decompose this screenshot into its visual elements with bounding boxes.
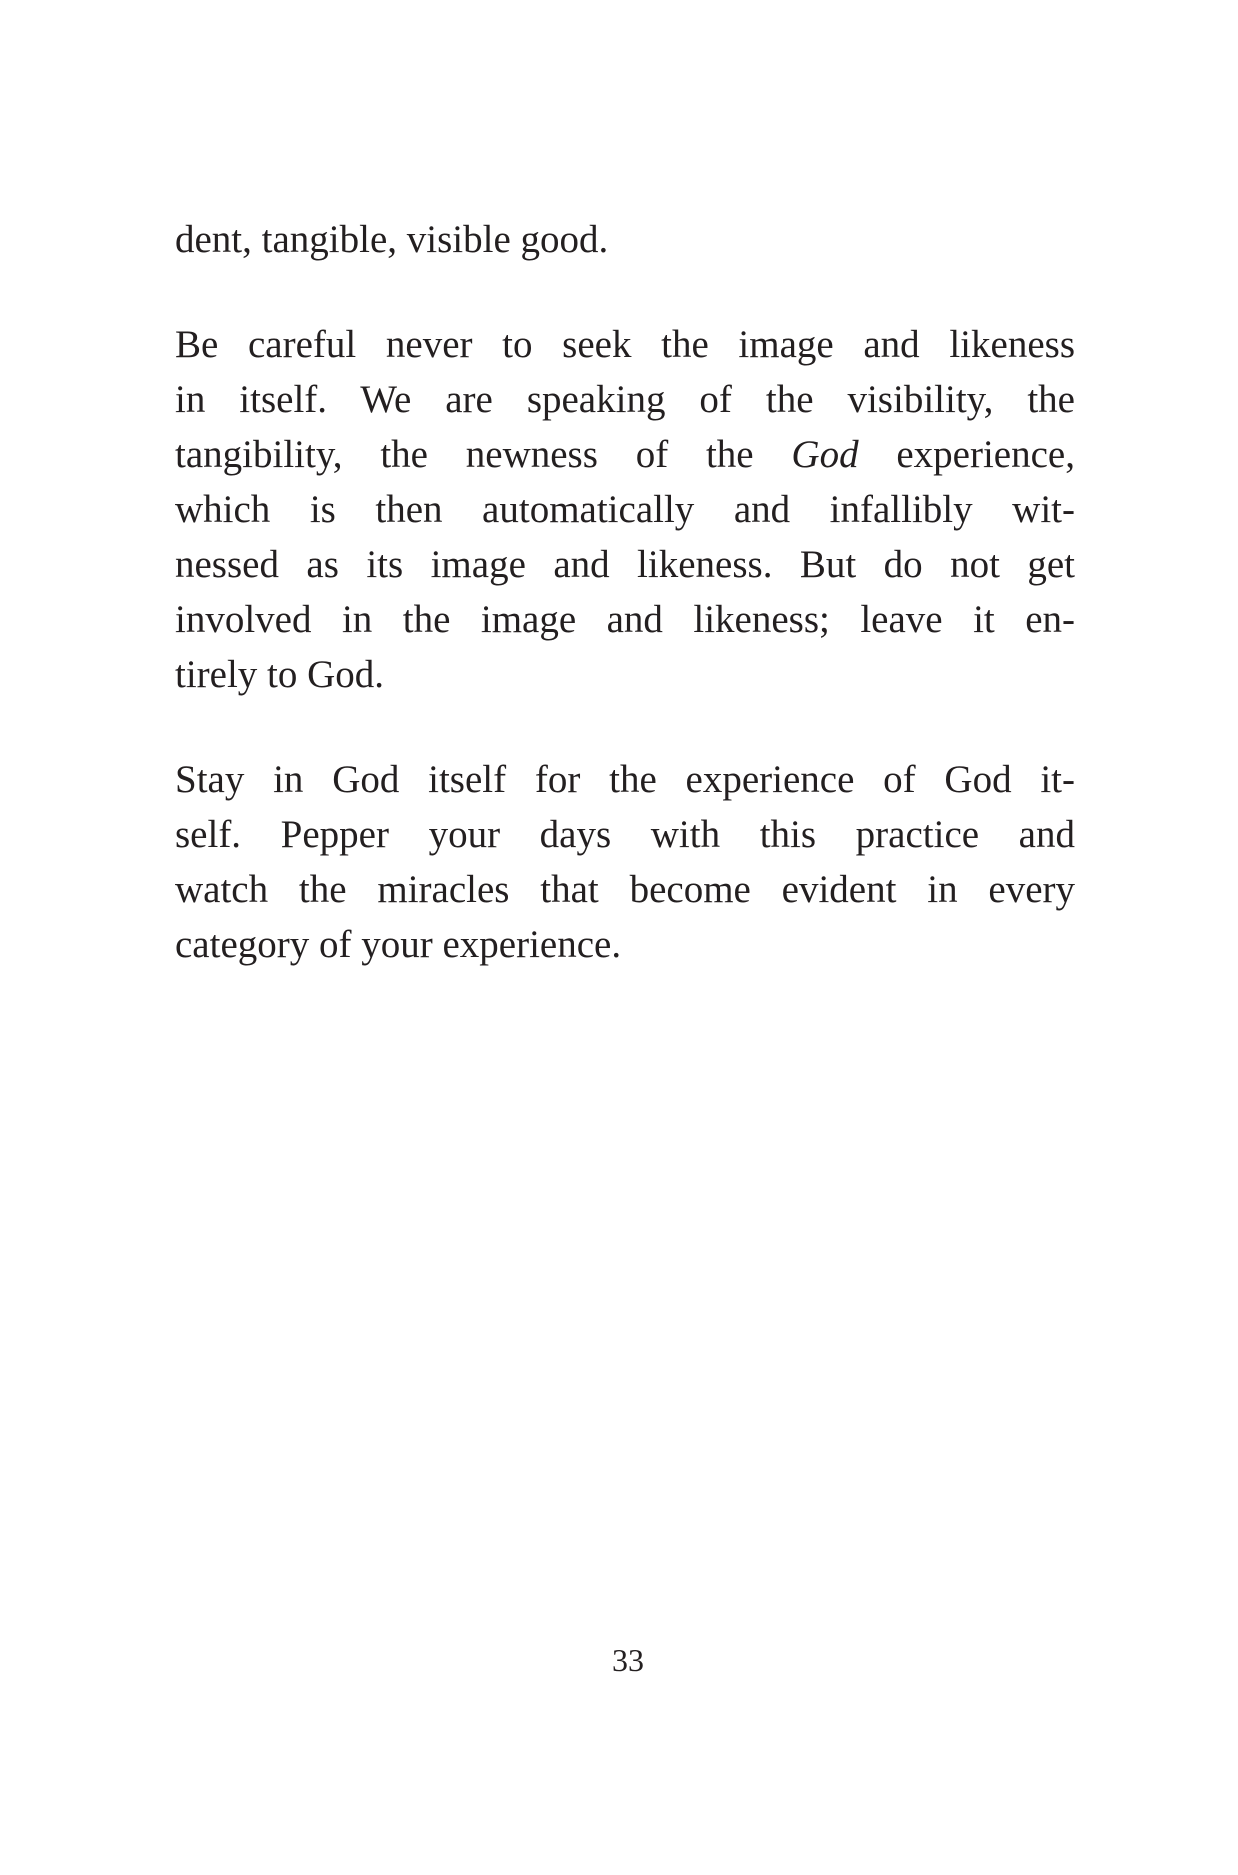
paragraph-1	[175, 212, 1075, 267]
paragraph-3	[175, 752, 1075, 972]
text-line-with-emphasis	[175, 427, 1075, 482]
text-line: tirely to God.	[175, 653, 385, 696]
text-line: category of your experience.	[175, 923, 622, 966]
page-number: 33	[612, 1642, 644, 1678]
text-segment: tangibility, the newness of the	[175, 433, 792, 476]
text-line: nessed as its image and likeness. But do not get	[175, 543, 1075, 586]
text-line: in itself. We are speaking of the visibility, the	[175, 378, 1075, 421]
text-line: Be careful never to seek the image and likeness	[175, 323, 1075, 366]
text-line: watch the miracles that become evident in every	[175, 868, 1075, 911]
text-line: which is then automatically and infallibly wit-	[175, 488, 1075, 531]
paragraph-2	[175, 317, 1075, 702]
text-line: self. Pepper your days with this practice and	[175, 813, 1075, 856]
text-line: dent, tangible, visible good.	[175, 218, 609, 261]
text-segment: experience,	[858, 433, 1075, 476]
text-line: Stay in God itself for the experience of God it-	[175, 758, 1075, 801]
emphasized-word: God	[791, 433, 859, 476]
text-line: involved in the image and likeness; leave it en-	[175, 598, 1075, 641]
